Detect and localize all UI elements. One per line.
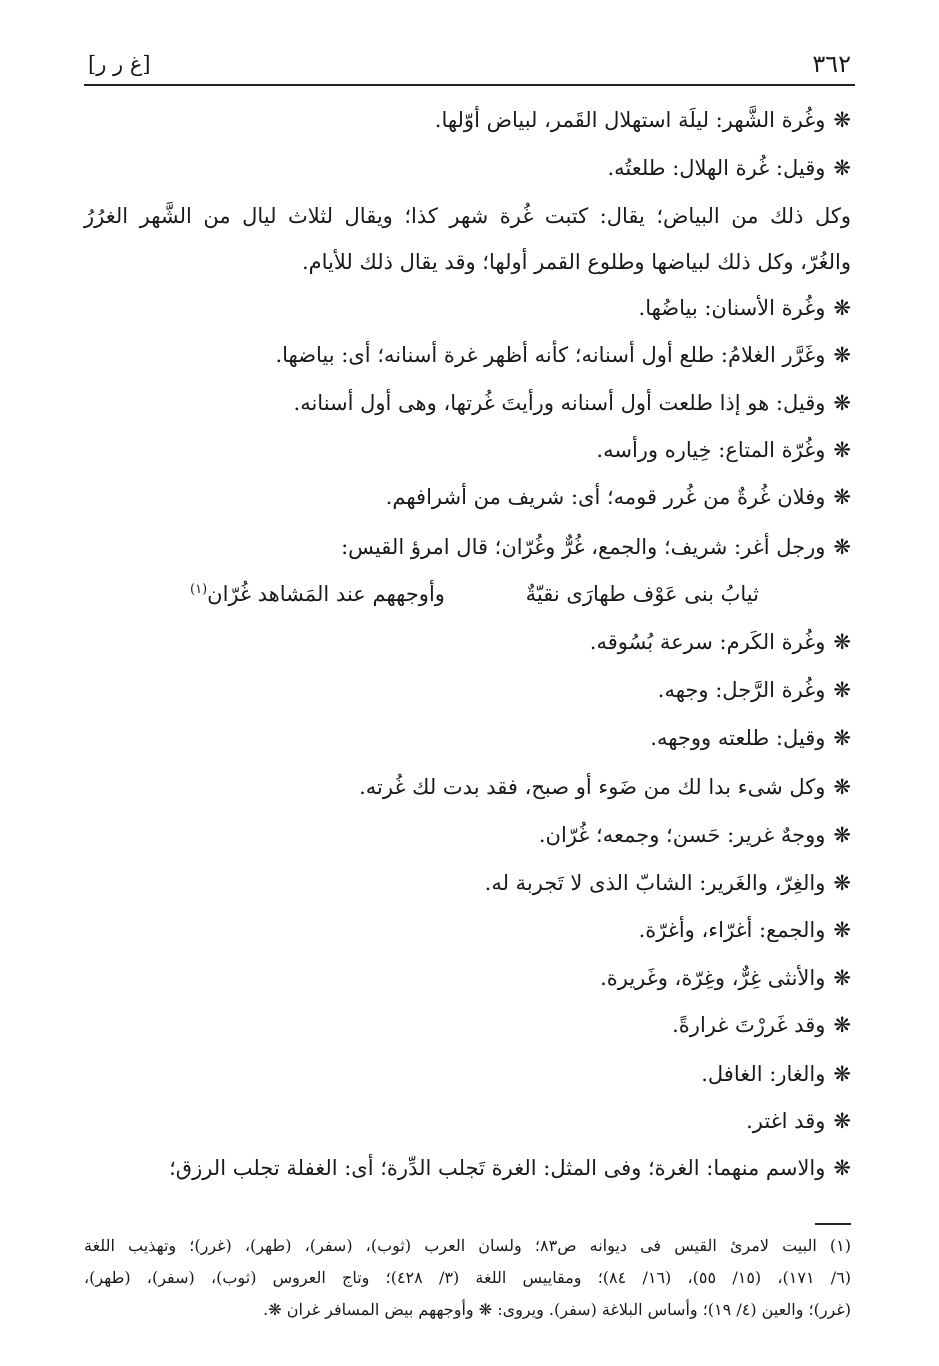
- star-icon: ❋: [833, 775, 851, 799]
- footnote-marker: (١): [190, 582, 208, 597]
- entry: ❋وكل شىء بدا لك من ضَوء أو صبح، فقد بدت لك غُرته.: [359, 775, 851, 799]
- entry: ❋والأنثى غِرٌّ، وغِرّة، وغَريرة.: [600, 966, 851, 990]
- star-icon: ❋: [833, 535, 851, 559]
- star-icon: ❋: [833, 966, 851, 990]
- entry: ❋وقيل: هو إذا طلعت أول أسنانه ورأيتَ غُرتها، وهى أول أسنانه.: [293, 391, 851, 415]
- star-icon: ❋: [833, 918, 851, 942]
- star-icon: ❋: [833, 156, 851, 180]
- star-icon: ❋: [833, 1156, 851, 1180]
- entry: ❋والغِرّ، والغَرير: الشابّ الذى لا تَجربة له.: [484, 871, 851, 895]
- star-icon: ❋: [833, 678, 851, 702]
- star-icon: ❋: [833, 485, 851, 509]
- paragraph-line: وكل ذلك من البياض؛ يقال: كتبت غُرة شهر كذا؛ ويقال لثلاث ليال من الشَّهر الغرُرُ: [84, 204, 851, 228]
- entry: ❋وغُرة الأسنان: بياضُها.: [638, 296, 851, 320]
- star-icon: ❋: [833, 1013, 851, 1037]
- paragraph-line: والغُرّ، وكل ذلك لبياضها وطلوع القمر أولها؛ وقد يقال ذلك للأيام.: [301, 250, 851, 274]
- star-icon: ❋: [833, 1109, 851, 1133]
- entry: ❋وغُرّة المتاع: خِياره ورأسه.: [596, 438, 851, 462]
- star-icon: ❋: [833, 391, 851, 415]
- entry: ❋ووجهٌ غرير: حَسن؛ وجمعه؛ غُرّان.: [538, 823, 851, 847]
- star-icon: ❋: [833, 438, 851, 462]
- star-icon: ❋: [833, 630, 851, 654]
- verse-hemistich-1: ثيابُ بنى عَوْف طهارَى نقيّةٌ: [525, 582, 759, 606]
- entry: ❋والجمع: أغرّاء، وأغرّة.: [638, 918, 851, 942]
- star-icon: ❋: [833, 108, 851, 132]
- footnote-rule: [815, 1223, 851, 1225]
- star-icon: ❋: [833, 823, 851, 847]
- entry: ❋وغَرَّر الغلامُ: طلع أول أسنانه؛ كأنه أظهر غرة أسنانه؛ أى: بياضها.: [275, 343, 851, 367]
- root-header: [غ ر ر]: [88, 52, 151, 76]
- entry: ❋وغُرة الشَّهر: ليلَة استهلال القَمر، لبياض أوّلها.: [434, 108, 851, 132]
- star-icon: ❋: [833, 296, 851, 320]
- entry: ❋وغُرة الرَّجل: وجهه.: [657, 678, 851, 702]
- star-icon: ❋: [833, 343, 851, 367]
- footnote-line: (١) البيت لامرئ القيس فى ديوانه ص٨٣؛ ولسان العرب (ثوب)، (سفر)، (طهر)، (غرر)؛ وتهذيب اللغة: [84, 1236, 852, 1255]
- page-number: ٣٦٢: [812, 50, 851, 78]
- header-rule: [84, 84, 855, 86]
- verse-hemistich-2: وأوجههم عند المَشاهد غُرّان$^{(١)}$: [190, 582, 445, 606]
- footnote-line: (غرر)؛ والعين (٤/ ١٩)؛ وأساس البلاغة (سفر). ويروى: ❋ وأوجههم بيض المسافر غران ❋.: [263, 1300, 851, 1319]
- entry: ❋وقد غَررْتَ غرارةً.: [672, 1013, 851, 1037]
- star-icon: ❋: [833, 726, 851, 750]
- footnote-line: (٦/ ١٧١)، (١٥/ ٥٥)، (١٦/ ٨٤)؛ ومقاييس اللغة (٣/ ٤٢٨)؛ وتاج العروس (ثوب)، (سفر)، (طهر)،: [84, 1268, 852, 1287]
- entry: ❋وقيل: غُرة الهلال: طلعتُه.: [607, 156, 851, 180]
- star-icon: ❋: [833, 871, 851, 895]
- entry: ❋وفلان غُرةٌ من غُرر قومه؛ أى: شريف من أشرافهم.: [385, 485, 851, 509]
- entry: ❋ورجل أغر: شريف؛ والجمع، غُرٌّ وغُرّان؛ قال امرؤ القيس:: [341, 535, 851, 559]
- star-icon: ❋: [833, 1062, 851, 1086]
- entry: ❋وقد اغتر.: [746, 1109, 851, 1133]
- entry: ❋والاسم منهما: الغرة؛ وفى المثل: الغرة تَجلب الدِّرة؛ أى: الغفلة تجلب الرزق؛: [169, 1156, 851, 1180]
- entry: ❋وغُرة الكَرم: سرعة بُسُوقه.: [589, 630, 851, 654]
- entry: ❋وقيل: طلعته ووجهه.: [650, 726, 851, 750]
- entry: ❋والغار: الغافل.: [701, 1062, 851, 1086]
